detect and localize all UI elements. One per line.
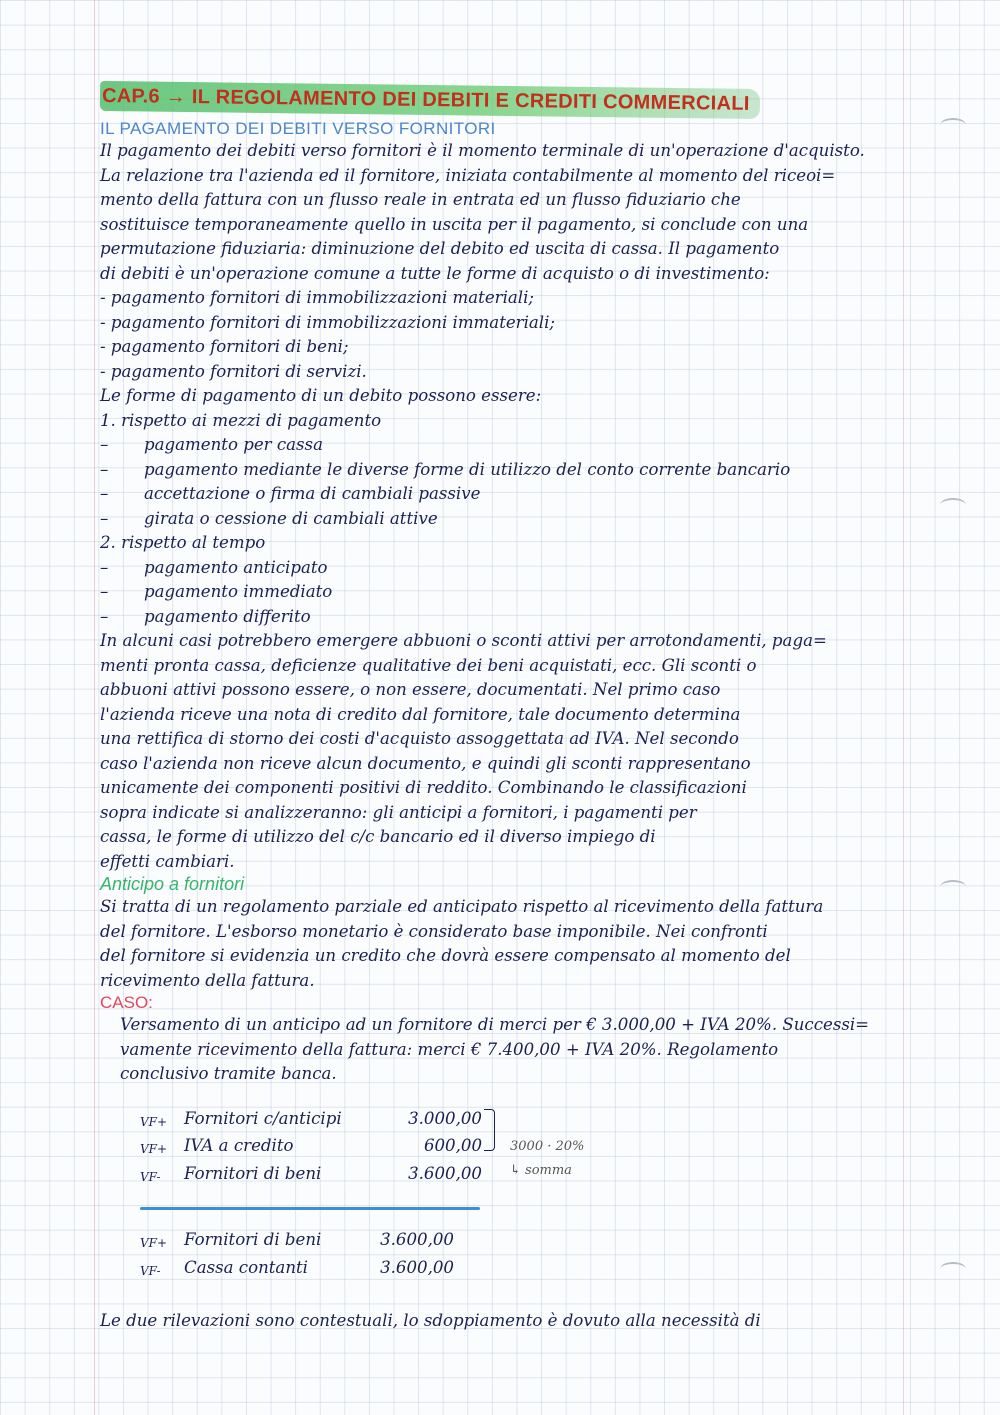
- list-item: - pagamento fornitori di servizi.: [100, 361, 367, 381]
- journal-entry-1: [140, 1107, 900, 1190]
- bracket-icon: [484, 1109, 495, 1151]
- right-margin-line: [903, 0, 904, 1415]
- chapter-title: CAP.6 → IL REGOLAMENTO DEI DEBITI E CREDITI COMMERCIALI: [100, 81, 760, 119]
- text-line: unicamente dei componenti positivi di reddito. Combinando le classificazioni: [100, 778, 747, 797]
- text-line: sopra indicate si analizzeranno: gli anticipi a fornitori, i pagamenti per: [100, 802, 697, 822]
- text-line: Versamento di un anticipo ad un fornitore di merci per € 3.000,00 + IVA 20%. Successi=: [120, 1015, 870, 1034]
- text-line: del fornitore. L'esborso monetario è considerato base imponibile. Nei confronti: [100, 921, 768, 941]
- table-row: [140, 1107, 900, 1135]
- text-line: permutazione fiduziaria: diminuzione del debito ed uscita di cassa. Il pagamento: [100, 239, 780, 258]
- text-line: sostituisce temporaneamente quello in uscita per il pagamento, si conclude con una: [100, 214, 809, 234]
- section-subtitle: IL PAGAMENTO DEI DEBITI VERSO FORNITORI: [100, 119, 496, 138]
- text-line: ricevimento della fattura.: [100, 970, 315, 990]
- text-line: effetti cambiari.: [100, 851, 235, 871]
- text-line: cassa, le forme di utilizzo del c/c bancario ed il diverso impiego di: [100, 827, 656, 846]
- list-item: - pagamento fornitori di immobilizzazioni immateriali;: [100, 312, 556, 332]
- list-item: - pagamento fornitori di beni;: [100, 337, 349, 356]
- investment-list: [100, 286, 900, 384]
- account-name: IVA a credito: [184, 1136, 294, 1155]
- text-line: menti pronta cassa, deficienze qualitative dei beni acquistati, ecc. Gli sconti o: [100, 655, 757, 675]
- intro-paragraph: [100, 139, 900, 286]
- text-line: abbuoni attivi possono essere, o non essere, documentati. Nel primo caso: [100, 680, 721, 699]
- amount: 3.600,00: [408, 1163, 482, 1183]
- margin-line: [94, 0, 95, 1415]
- list-item: – girata o cessione di cambiali attive: [100, 508, 438, 528]
- point-2: 2. rispetto al tempo: [100, 533, 266, 552]
- forme-intro: Le forme di pagamento di un debito possono essere:: [100, 386, 542, 405]
- caso-paragraph: [100, 1013, 900, 1087]
- page-content: [100, 85, 900, 1334]
- table-row: [140, 1256, 900, 1284]
- text-line: La relazione tra l'azienda ed il fornitore, iniziata contabilmente al momento del riceoi=: [100, 165, 836, 185]
- account-name: Fornitori di beni: [184, 1163, 322, 1183]
- amount: 600,00: [423, 1136, 482, 1155]
- point-1: 1. rispetto ai mezzi di pagamento: [100, 410, 382, 430]
- point-2-list: [100, 556, 900, 630]
- text-line: Si tratta di un regolamento parziale ed anticipato rispetto al ricevimento della fattura: [100, 897, 824, 916]
- text-line: di debiti è un'operazione comune a tutte le forme di acquisto o di investimento:: [100, 263, 770, 283]
- list-item: - pagamento fornitori di immobilizzazioni materiali;: [100, 288, 534, 307]
- margin-note: 3000 · 20%: [510, 1138, 585, 1154]
- hole-icon: [940, 118, 966, 132]
- table-row: [140, 1228, 900, 1256]
- caso-heading: CASO:: [100, 993, 153, 1012]
- text-line: caso l'azienda non riceve alcun documento, e quindi gli sconti rappresentano: [100, 753, 751, 773]
- sconti-paragraph: [100, 629, 900, 874]
- amount: 3.000,00: [408, 1108, 482, 1128]
- text-line: una rettifica di storno dei costi d'acquisto assoggettata ad IVA. Nel secondo: [100, 729, 739, 748]
- variation-code: VF+: [140, 1142, 168, 1156]
- text-line: conclusivo tramite banca.: [120, 1064, 337, 1083]
- amount: 3.600,00: [380, 1257, 454, 1277]
- hole-icon: [940, 498, 966, 512]
- text-line: mento della fattura con un flusso reale in entrata ed un flusso fiduziario che: [100, 190, 741, 209]
- account-name: Fornitori di beni: [184, 1230, 322, 1249]
- binder-holes: [940, 0, 980, 1415]
- text-line: l'azienda riceve una nota di credito dal fornitore, tale documento determina: [100, 704, 741, 724]
- anticipo-heading: Anticipo a fornitori: [100, 874, 245, 894]
- point-1-list: [100, 433, 900, 531]
- variation-code: VF+: [140, 1236, 168, 1250]
- text-line: vamente ricevimento della fattura: merci € 7.400,00 + IVA 20%. Regolamento: [120, 1039, 779, 1059]
- variation-code: VF-: [140, 1263, 161, 1278]
- journal-entry-2: [140, 1228, 900, 1283]
- margin-note: ↳ somma: [510, 1162, 572, 1178]
- list-item: – pagamento per cassa: [100, 435, 323, 454]
- hole-icon: [940, 1262, 966, 1276]
- account-name: Cassa contanti: [184, 1257, 308, 1277]
- amount: 3.600,00: [380, 1230, 454, 1249]
- list-item: – pagamento immediato: [100, 582, 333, 601]
- list-item: – pagamento anticipato: [100, 557, 328, 577]
- divider: [140, 1207, 480, 1210]
- variation-code: VF+: [140, 1114, 168, 1129]
- hole-icon: [940, 880, 966, 894]
- variation-code: VF-: [140, 1169, 161, 1184]
- text-line: In alcuni casi potrebbero emergere abbuoni o sconti attivi per arrotondamenti, paga=: [100, 631, 827, 650]
- list-item: – pagamento mediante le diverse forme di utilizzo del conto corrente bancario: [100, 459, 791, 479]
- closing-line: Le due rilevazioni sono contestuali, lo sdoppiamento è dovuto alla necessità di: [100, 1311, 761, 1330]
- text-line: Il pagamento dei debiti verso fornitori è il momento terminale di un'operazione d'acquisto.: [100, 141, 865, 160]
- list-item: – accettazione o firma di cambiali passive: [100, 484, 481, 503]
- anticipo-paragraph: [100, 895, 900, 993]
- text-line: del fornitore si evidenzia un credito che dovrà essere compensato al momento del: [100, 946, 791, 965]
- list-item: – pagamento differito: [100, 606, 311, 626]
- account-name: Fornitori c/anticipi: [184, 1108, 342, 1128]
